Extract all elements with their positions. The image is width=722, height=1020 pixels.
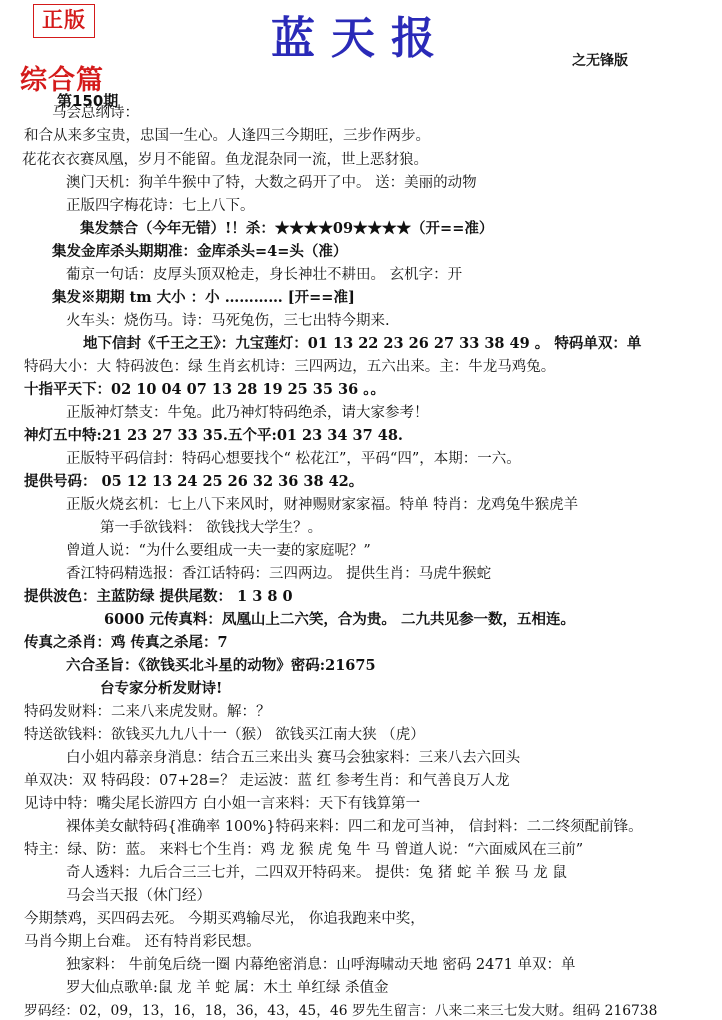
text-line-39: 罗大仙点歌单:鼠 龙 羊 蛇 属：木土 单红绿 杀值金	[66, 980, 389, 996]
text-line-38: 独家料： 牛前兔后绕一圈 内幕绝密消息：山呼海啸动天地 密码 2471 单双：单	[66, 957, 576, 973]
text-line-28: 特送欲钱料：欲钱买九九八十一（猴） 欲钱买江南大狭 （虎）	[24, 727, 425, 743]
text-line-19: 第一手欲钱料： 欲钱找大学生？。	[100, 520, 323, 536]
text-line-5: 正版四字梅花诗：七上八下。	[66, 198, 255, 214]
text-line-34: 奇人透料：九后合三三七并，二四双开特码来。 提供：兔 猪 蛇 羊 猴 马 龙 鼠	[66, 865, 567, 881]
edition-label: 之无锋版	[572, 53, 628, 69]
text-line-4: 澳门天机：狗羊牛猴中了特，大数之码开了中。 送：美丽的动物	[66, 175, 477, 191]
text-line-37: 马肖今期上台难。 还有特肖彩民想。	[24, 934, 261, 950]
text-line-33: 特主：绿、防：蓝。 来料七个生肖：鸡 龙 猴 虎 兔 牛 马 曾道人说：“六面威风在三前”	[24, 842, 584, 858]
text-line-20: 曾道人说：“为什么要组成一夫一妻的家庭呢？”	[66, 543, 371, 559]
text-line-7: 集发金库杀头期期准：金库杀头=4=头（准）	[52, 243, 348, 260]
issue-number: 第150期	[57, 92, 119, 110]
text-line-23: 6000 元传真料：凤凰山上二六笑，合为贵。 二九共见参一数，五相连。	[104, 611, 575, 628]
text-line-35: 马会当天报（休门经）	[66, 888, 211, 904]
text-line-9: 集发※期期 tm 大小 ：小 ………… [开==准]	[52, 289, 355, 306]
text-line-21: 香江特码精选报：香江话特码：三四两边。 提供生肖：马虎牛猴蛇	[66, 566, 492, 582]
text-line-24: 传真之杀肖：鸡 传真之杀尾：7	[24, 634, 228, 651]
text-line-1: 马会总纲诗：	[52, 105, 139, 121]
text-line-29: 白小姐内幕亲身消息：结合五三来出头 赛马会独家料：三来八去六回头	[66, 750, 521, 766]
page-title: 蓝天报	[271, 13, 451, 64]
section-heading: 综合篇	[20, 65, 104, 96]
badge-genuine: 正版	[33, 4, 95, 38]
text-line-14: 正版神灯禁支：牛兔。此乃神灯特码绝杀，请大家参考！	[66, 405, 429, 421]
text-line-12: 特码大小：大 特码波色：绿 生肖玄机诗：三四两边，五六出来。主：牛龙马鸡兔。	[24, 359, 556, 375]
text-line-11: 地下信封《千王之王》：九宝莲灯：01 13 22 23 26 27 33 38 49 。 特码单双：单	[83, 335, 642, 352]
text-line-16: 正版特平码信封：特码心想要找个“ 松花江”，平码“四”，本期：一六。	[66, 451, 521, 467]
text-line-40: 罗码经：02，09，13，16，18，36，43，45，46 罗先生留言：八来二来三七发大财。组码 216738	[24, 1003, 658, 1019]
text-line-26: 台专家分析发财诗!	[100, 680, 223, 697]
text-line-27: 特码发财料：二来八来虎发财。解：？	[24, 704, 271, 720]
text-line-32: 裸体美女献特码{准确率 100%}特码来料：四二和龙可当神， 信封料：二二终须配前锋。	[66, 819, 643, 835]
text-line-36: 今期禁鸡，买四码去死。 今期买鸡输尽光， 你追我跑来中奖，	[24, 911, 425, 927]
text-line-31: 见诗中特：嘴尖尾长游四方 白小姐一言来料：天下有钱算第一	[24, 796, 421, 812]
text-line-10: 火车头：烧伤马。诗：马死兔伤，三七出特今期来.	[66, 313, 390, 329]
text-line-30: 单双决：双 特码段：07+28=？ 走运波：蓝 红 参考生肖：和气善良万人龙	[24, 773, 510, 789]
text-line-6: 集发禁合（今年无错）!！杀：★★★★09★★★★（开==准）	[80, 220, 494, 237]
text-line-25: 六合圣旨：《欲钱买北斗星的动物》密码:21675	[66, 657, 376, 674]
text-line-15: 神灯五中特:21 23 27 33 35.五个平:01 23 34 37 48.	[24, 427, 403, 444]
text-line-22: 提供波色：主蓝防绿 提供尾数： 1 3 8 0	[24, 588, 293, 605]
text-line-17: 提供号码： 05 12 13 24 25 26 32 36 38 42。	[24, 473, 364, 490]
text-line-2: 和合从来多宝贵，忠国一生心。人逢四三今期旺，三步作两步。	[24, 128, 430, 144]
text-line-3: 花花衣衣赛凤凰，岁月不能留。鱼龙混杂同一流，世上恶豺狼。	[22, 152, 428, 168]
text-line-18: 正版火烧玄机：七上八下来风时，财神赐财家家福。特单 特肖：龙鸡兔牛猴虎羊	[66, 497, 579, 513]
text-line-8: 葡京一句话：皮厚头顶双枪走，身长神壮不耕田。 玄机字：开	[66, 267, 463, 283]
text-line-13: 十指平天下：02 10 04 07 13 28 19 25 35 36 。。	[24, 381, 386, 398]
